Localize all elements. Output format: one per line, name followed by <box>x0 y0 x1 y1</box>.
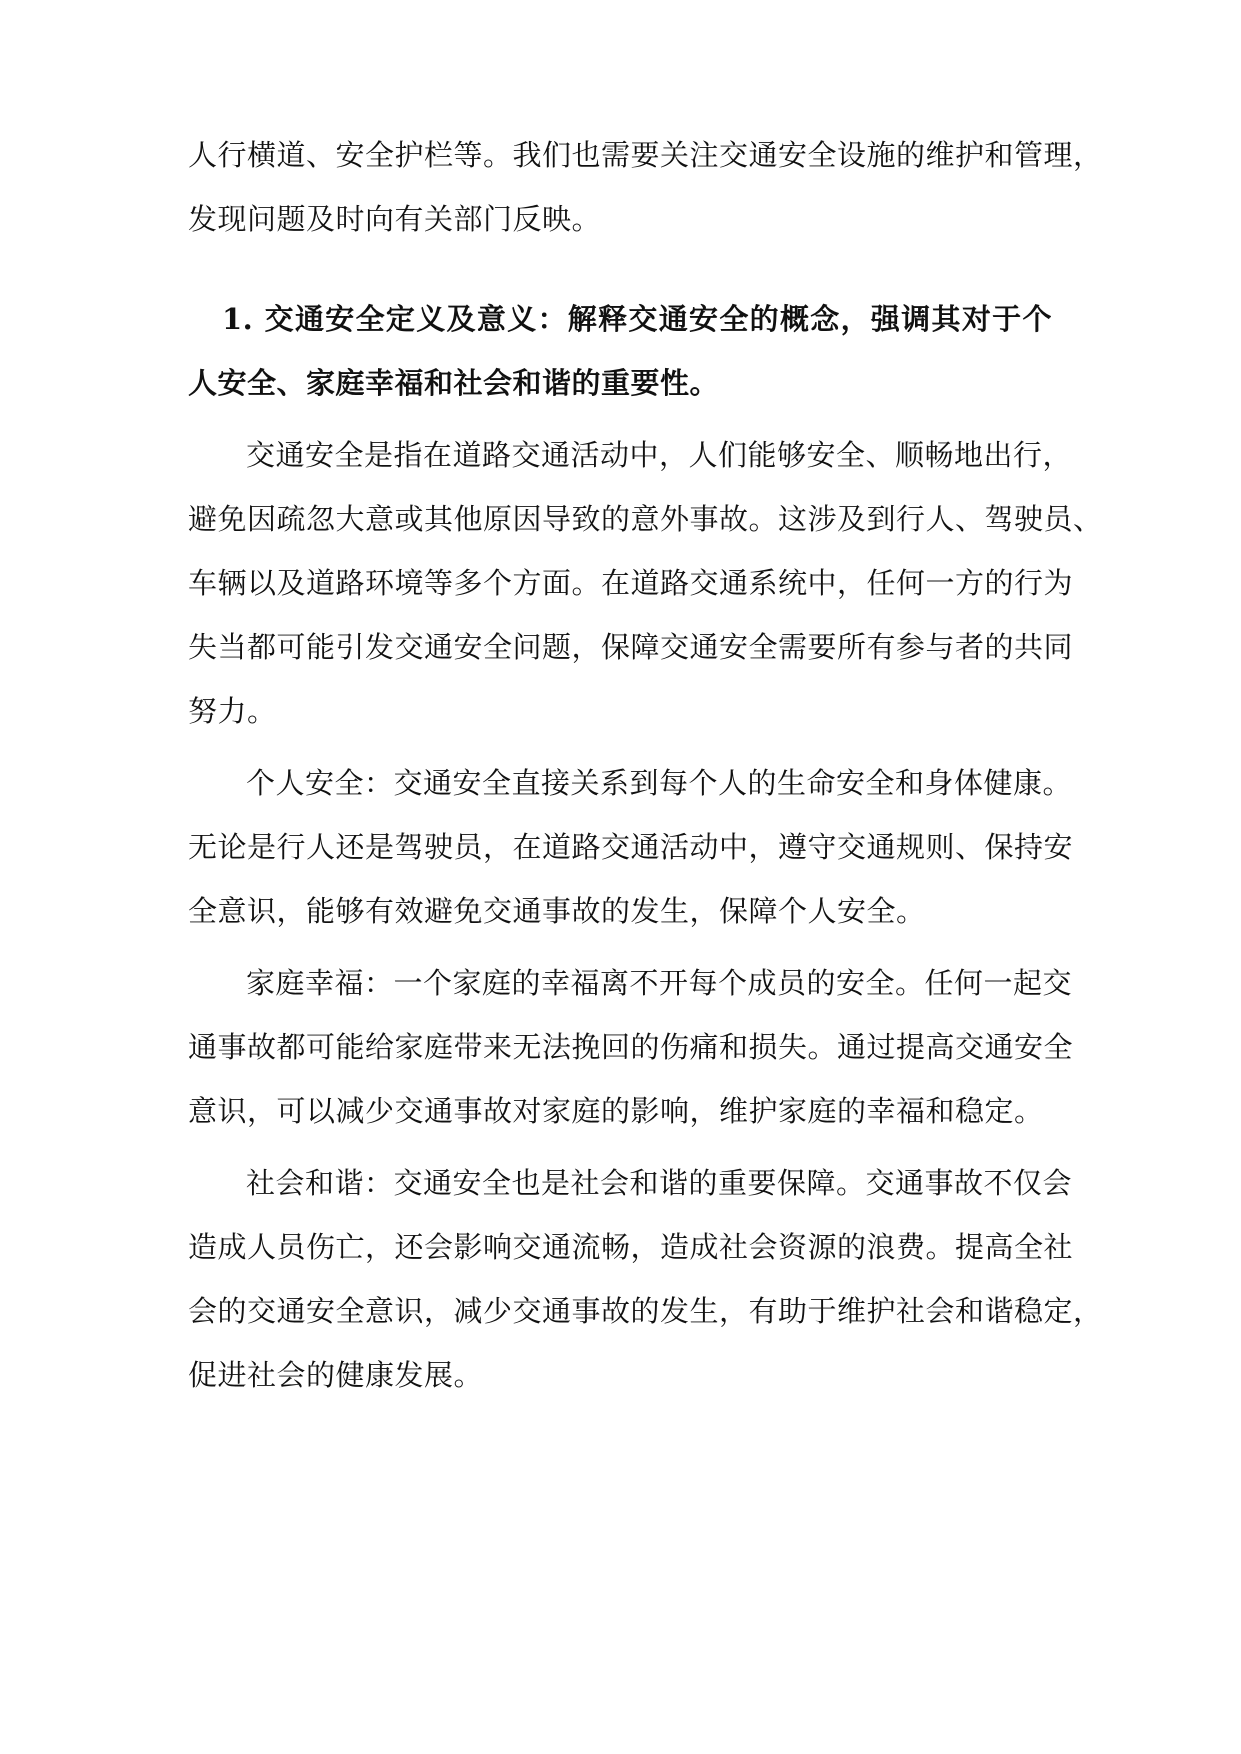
paragraph-line: 会的交通安全意识，减少交通事故的发生，有助于维护社会和谐稳定， <box>188 1294 1103 1328</box>
section-heading: 人安全、家庭幸福和社会和谐的重要性。 <box>188 366 720 400</box>
paragraph-line: 造成人员伤亡，还会影响交通流畅，造成社会资源的浪费。提高全社 <box>188 1230 1074 1264</box>
paragraph-line: 促进社会的健康发展。 <box>188 1358 484 1392</box>
paragraph-line: 人行横道、安全护栏等。我们也需要关注交通安全设施的维护和管理， <box>188 138 1103 172</box>
paragraph-line: 意识，可以减少交通事故对家庭的影响，维护家庭的幸福和稳定。 <box>188 1094 1044 1128</box>
paragraph-line: 车辆以及道路环境等多个方面。在道路交通系统中，任何一方的行为 <box>188 566 1074 600</box>
paragraph-line: 通事故都可能给家庭带来无法挽回的伤痛和损失。通过提高交通安全 <box>188 1030 1074 1064</box>
section-heading: 1. 交通安全定义及意义：解释交通安全的概念，强调其对于个 <box>222 302 1052 336</box>
paragraph-line: 家庭幸福：一个家庭的幸福离不开每个成员的安全。任何一起交 <box>246 966 1073 1000</box>
paragraph-line: 社会和谐：交通安全也是社会和谐的重要保障。交通事故不仅会 <box>246 1166 1073 1200</box>
paragraph-line: 失当都可能引发交通安全问题，保障交通安全需要所有参与者的共同 <box>188 630 1074 664</box>
paragraph-line: 个人安全：交通安全直接关系到每个人的生命安全和身体健康。 <box>246 766 1073 800</box>
paragraph-line: 发现问题及时向有关部门反映。 <box>188 202 602 236</box>
paragraph-line: 交通安全是指在道路交通活动中，人们能够安全、顺畅地出行， <box>246 438 1073 472</box>
paragraph-line: 无论是行人还是驾驶员，在道路交通活动中，遵守交通规则、保持安 <box>188 830 1074 864</box>
paragraph-line: 努力。 <box>188 694 277 728</box>
paragraph-line: 全意识，能够有效避免交通事故的发生，保障个人安全。 <box>188 894 926 928</box>
paragraph-line: 避免因疏忽大意或其他原因导致的意外事故。这涉及到行人、驾驶员、 <box>188 502 1103 536</box>
